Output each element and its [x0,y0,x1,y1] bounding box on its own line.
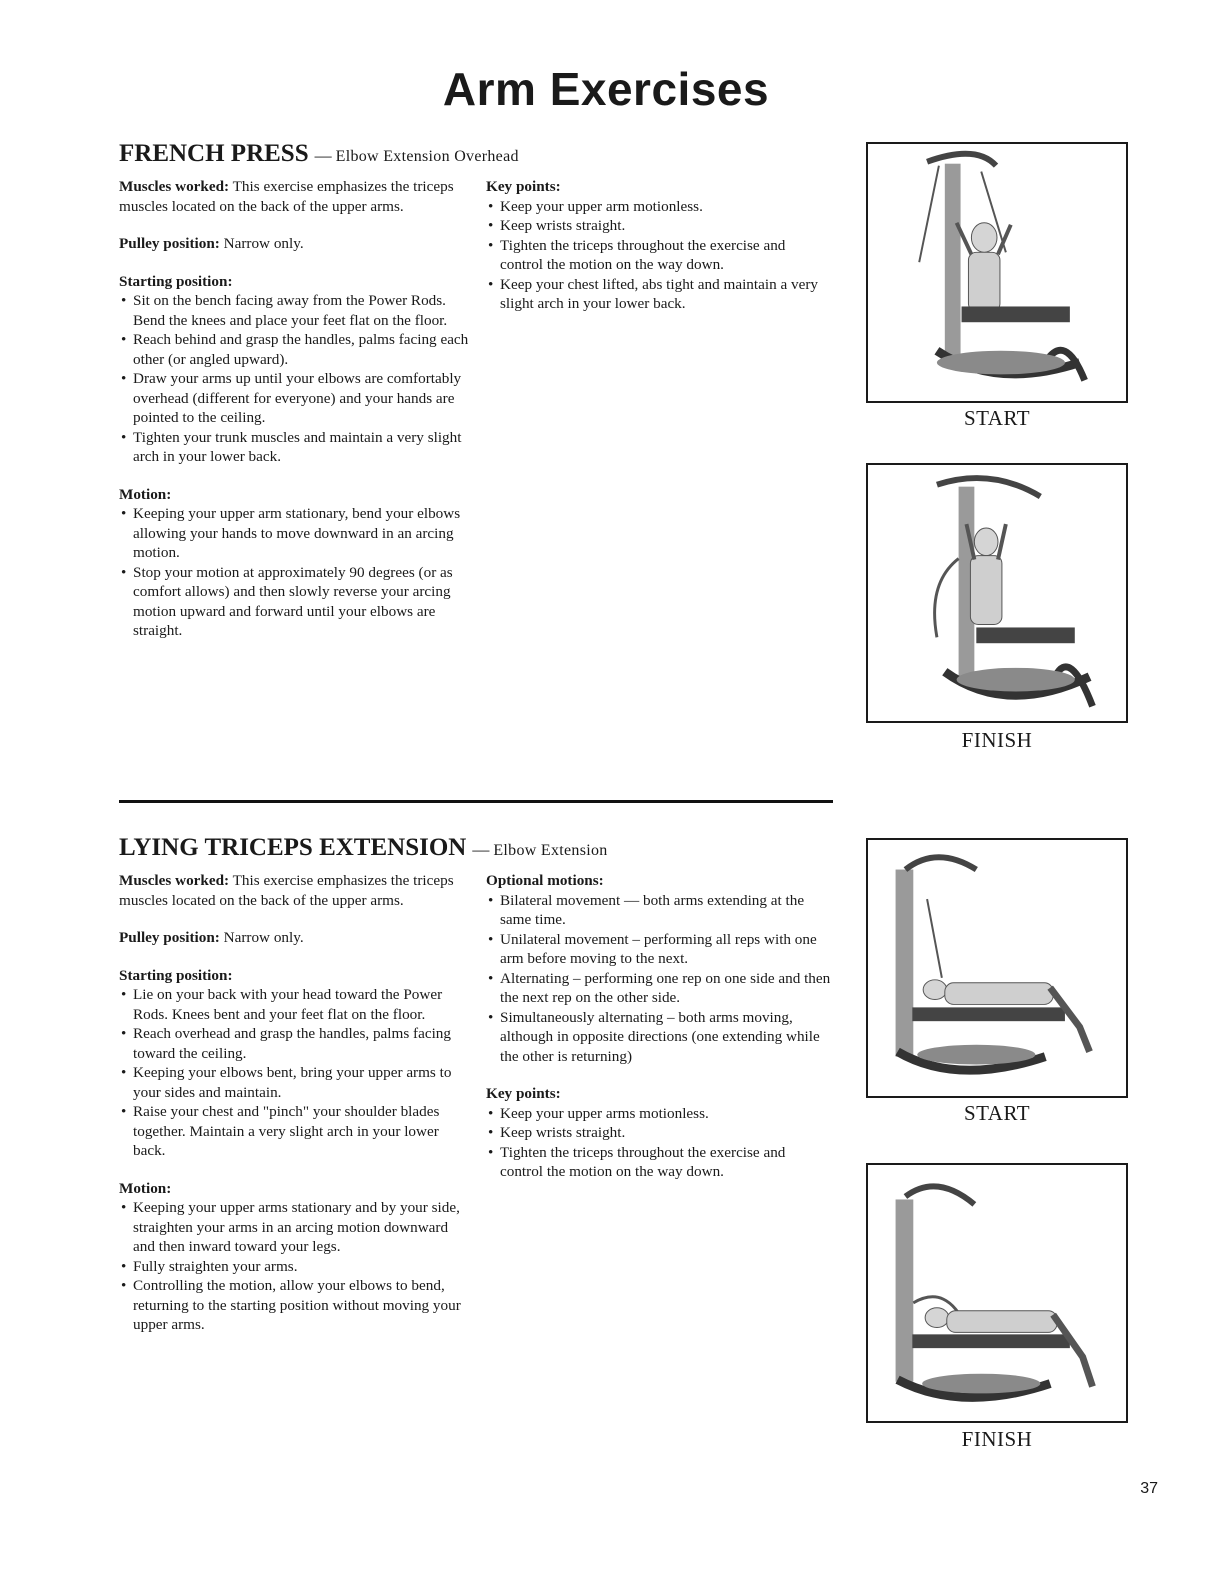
french-press-start-illustration [866,142,1128,403]
list-item: • Fully straighten your arms. [119,1257,469,1277]
pulley-position [119,234,469,254]
list-item: • Sit on the bench facing away from the Power Rods. Bend the knees and place your feet flat on the floor. [119,291,469,330]
starting-position-list [119,985,469,1161]
french-press-right-column [486,177,831,332]
list-item: • Keep wrists straight. [486,216,831,236]
lying-triceps-finish-illustration [866,1163,1128,1423]
starting-position-list [119,291,469,467]
pulley-position-label: Pulley position: [119,235,220,252]
list-item: • Lie on your back with your head toward the Power Rods. Knees bent and your feet flat on the floor. [119,985,469,1024]
french-press-left-column [119,177,469,659]
lying-triceps-start-illustration [866,838,1128,1098]
list-item: • Tighten the triceps throughout the exercise and control the motion on the way down. [486,236,831,275]
heading-dash: — [314,146,332,165]
list-item: • Reach behind and grasp the handles, palms facing each other (or angled upward). [119,330,469,369]
list-item: • Controlling the motion, allow your elbows to bend, returning to the starting position without moving your upper arms. [119,1276,469,1335]
seated-machine-illustration [868,144,1126,401]
key-points-list [486,197,831,314]
exercise-subtitle: Elbow Extension Overhead [335,148,519,165]
finish-caption: FINISH [961,1427,1033,1451]
list-item: • Draw your arms up until your elbows are comfortably overhead (different for everyone) and your hands are pointed to the ceiling. [119,369,469,428]
lying-triceps-right-column [486,871,831,1200]
motion-label: Motion: [119,485,172,503]
starting-position-label: Starting position: [119,966,233,984]
exercise-name: FRENCH PRESS [119,140,309,167]
start-caption: START [963,406,1031,430]
seated-machine-illustration [868,465,1126,721]
start-caption: START [963,1101,1031,1125]
list-item: • Keep your chest lifted, abs tight and maintain a very slight arch in your lower back. [486,275,831,314]
finish-caption: FINISH [961,728,1033,752]
muscles-worked [119,871,469,910]
french-press-finish-illustration [866,463,1128,723]
list-item: • Reach overhead and grasp the handles, palms facing toward the ceiling. [119,1024,469,1063]
muscles-worked-label: Muscles worked: [119,178,230,195]
list-item: • Keep your upper arms motionless. [486,1104,831,1124]
list-item: • Keep wrists straight. [486,1123,831,1143]
list-item: • Keeping your upper arms stationary and by your side, straighten your arms in an arcing motion downward and then inward toward your legs. [119,1198,469,1257]
page-number: 37 [1140,1480,1158,1497]
key-points-label: Key points: [486,178,561,195]
muscles-worked-text: This exercise emphasizes the triceps muscles located on the back of the upper arms. [119,872,454,909]
pulley-position-text: Narrow only. [223,929,304,946]
motion-label: Motion: [119,1179,172,1197]
pulley-position [119,928,469,948]
list-item: • Tighten your trunk muscles and maintain a very slight arch in your lower back. [119,428,469,467]
motion-list [119,1198,469,1335]
list-item: • Keeping your elbows bent, bring your upper arms to your sides and maintain. [119,1063,469,1102]
list-item: • Tighten the triceps throughout the exercise and control the motion on the way down. [486,1143,831,1182]
list-item: • Keep your upper arm motionless. [486,197,831,217]
list-item: • Raise your chest and "pinch" your shoulder blades together. Maintain a very slight arch in your lower back. [119,1102,469,1161]
list-item: • Unilateral movement – performing all reps with one arm before moving to the next. [486,930,831,969]
page-title: Arm Exercises [442,63,770,115]
list-item: • Alternating – performing one rep on one side and then the next rep on the other side. [486,969,831,1008]
motion-list [119,504,469,641]
exercise-name: LYING TRICEPS EXTENSION [119,834,467,861]
pulley-position-label: Pulley position: [119,929,220,946]
optional-motions-label: Optional motions: [486,872,604,889]
list-item: • Keeping your upper arm stationary, bend your elbows allowing your hands to move downward in an arcing motion. [119,504,469,563]
optional-motions-list [486,891,831,1067]
exercise-subtitle: Elbow Extension [493,842,608,859]
heading-dash: — [472,840,490,859]
lying-machine-illustration [868,840,1126,1096]
list-item: • Simultaneously alternating – both arms moving, although in opposite directions (one extending while the other is returning) [486,1008,831,1067]
lying-triceps-left-column [119,871,469,1353]
muscles-worked-label: Muscles worked: [119,872,230,889]
starting-position-label: Starting position: [119,272,233,290]
key-points-list [486,1104,831,1182]
muscles-worked-text: This exercise emphasizes the triceps muscles located on the back of the upper arms. [119,178,454,215]
key-points-label: Key points: [486,1085,561,1102]
section-divider [119,800,833,803]
list-item: • Bilateral movement — both arms extending at the same time. [486,891,831,930]
muscles-worked [119,177,469,216]
lying-machine-illustration [868,1165,1126,1421]
list-item: • Stop your motion at approximately 90 degrees (or as comfort allows) and then slowly reverse your arcing motion upward and forward until your elbows are straight. [119,563,469,641]
pulley-position-text: Narrow only. [223,235,304,252]
